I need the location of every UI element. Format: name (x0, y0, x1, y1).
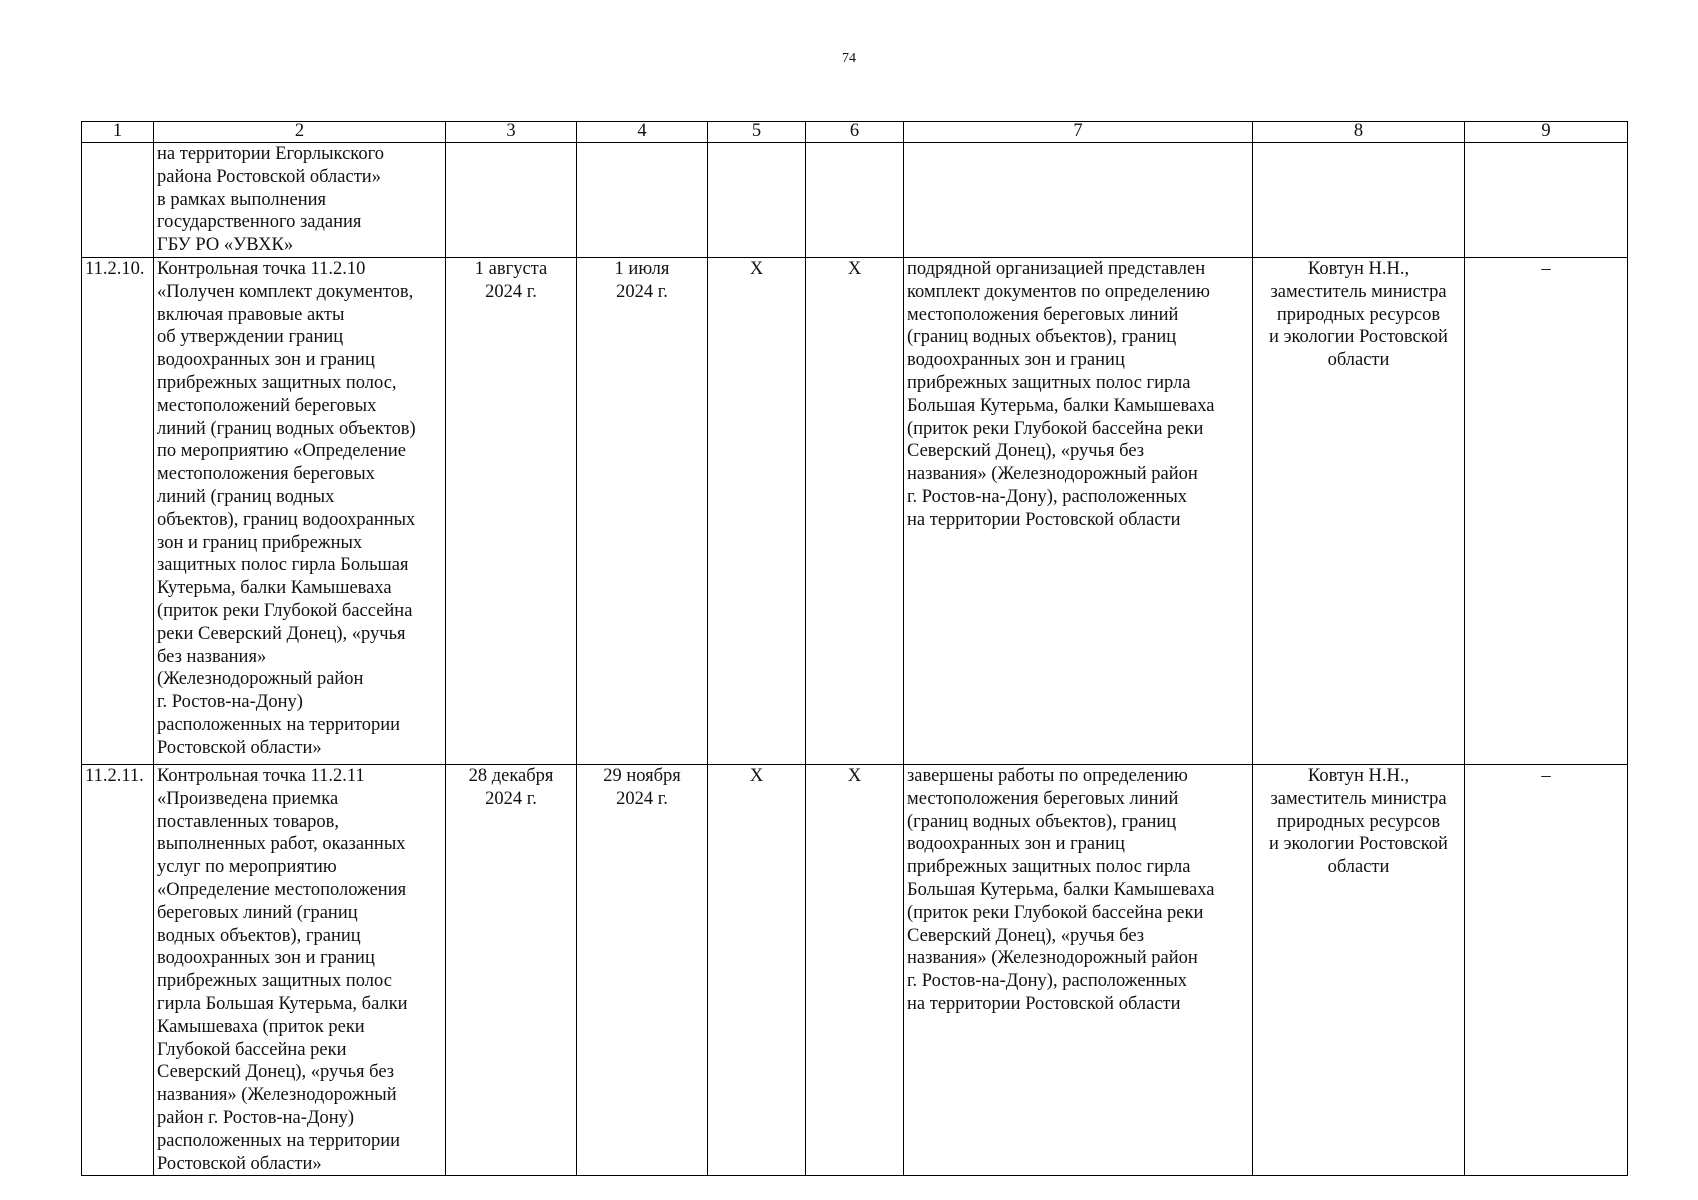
control-point-description: Контрольная точка 11.2.10 «Получен комплект документов, включая правовые акты об утверждении границ водоохранных зон и границ прибрежных защитных полос, местоположений береговых линий (границ водных объектов) по мероприятию «Определение местоположения береговых линий (границ водных объектов), границ водоохранных зон и границ прибрежных защитных полос гирла Большая Кутерьма, балки Камышеваха (приток реки Глубокой бассейна реки Северский Донец), «ручья без названия» (Железнодорожный район г. Ростов-на-Дону) расположенных на территории Ростовской области» (154, 257, 446, 764)
plan-date: 1 августа 2024 г. (446, 257, 577, 764)
table-row (82, 764, 1628, 1175)
column-6-value: X (806, 257, 904, 764)
column-5-value: X (708, 257, 806, 764)
plan-date: 28 декабря 2024 г. (446, 764, 577, 1175)
actual-date: 29 ноября 2024 г. (577, 764, 708, 1175)
actual-date: 1 июля 2024 г. (577, 257, 708, 764)
column-header: 2 (154, 122, 446, 143)
column-header: 5 (708, 122, 806, 143)
column-5-value (708, 143, 806, 258)
row-number: 11.2.11. (82, 764, 154, 1175)
column-6-value (806, 143, 904, 258)
column-6-value: X (806, 764, 904, 1175)
result-description (904, 143, 1253, 258)
column-header: 6 (806, 122, 904, 143)
table-header-row (82, 122, 1628, 143)
responsible-person (1253, 143, 1465, 258)
control-point-description: Контрольная точка 11.2.11 «Произведена приемка поставленных товаров, выполненных работ, оказанных услуг по мероприятию «Определение местоположения береговых линий (границ водных объектов), границ водоохранных зон и границ прибрежных защитных полос гирла Большая Кутерьма, балки Камышеваха (приток реки Глубокой бассейна реки Северский Донец), «ручья без названия» (Железнодорожный район г. Ростов-на-Дону) расположенных на территории Ростовской области» (154, 764, 446, 1175)
table-row (82, 257, 1628, 764)
column-header: 7 (904, 122, 1253, 143)
control-point-description: на территории Егорлыкского района Ростовской области» в рамках выполнения государственного задания ГБУ РО «УВХК» (154, 143, 446, 258)
responsible-person: Ковтун Н.Н., заместитель министра природных ресурсов и экологии Ростовской области (1253, 257, 1465, 764)
actual-date (577, 143, 708, 258)
column-header: 4 (577, 122, 708, 143)
column-header: 1 (82, 122, 154, 143)
row-number (82, 143, 154, 258)
table-row (82, 143, 1628, 258)
result-description: завершены работы по определению местоположения береговых линий (границ водных объектов), границ водоохранных зон и границ прибрежных защитных полос гирла Большая Кутерьма, балки Камышеваха (приток реки Глубокой бассейна реки Северский Донец), «ручья без названия» (Железнодорожный район г. Ростов-на-Дону), расположенных на территории Ростовской области (904, 764, 1253, 1175)
page-number: 74 (842, 51, 856, 66)
column-9-value: – (1465, 764, 1628, 1175)
column-header: 3 (446, 122, 577, 143)
column-header: 8 (1253, 122, 1465, 143)
plan-date (446, 143, 577, 258)
column-5-value: X (708, 764, 806, 1175)
responsible-person: Ковтун Н.Н., заместитель министра природных ресурсов и экологии Ростовской области (1253, 764, 1465, 1175)
result-description: подрядной организацией представлен комплект документов по определению местоположения береговых линий (границ водных объектов), границ водоохранных зон и границ прибрежных защитных полос гирла Большая Кутерьма, балки Камышеваха (приток реки Глубокой бассейна реки Северский Донец), «ручья без названия» (Железнодорожный район г. Ростов-на-Дону), расположенных на территории Ростовской области (904, 257, 1253, 764)
row-number: 11.2.10. (82, 257, 154, 764)
column-9-value: – (1465, 257, 1628, 764)
column-9-value (1465, 143, 1628, 258)
control-points-table (81, 121, 1628, 1176)
column-header: 9 (1465, 122, 1628, 143)
